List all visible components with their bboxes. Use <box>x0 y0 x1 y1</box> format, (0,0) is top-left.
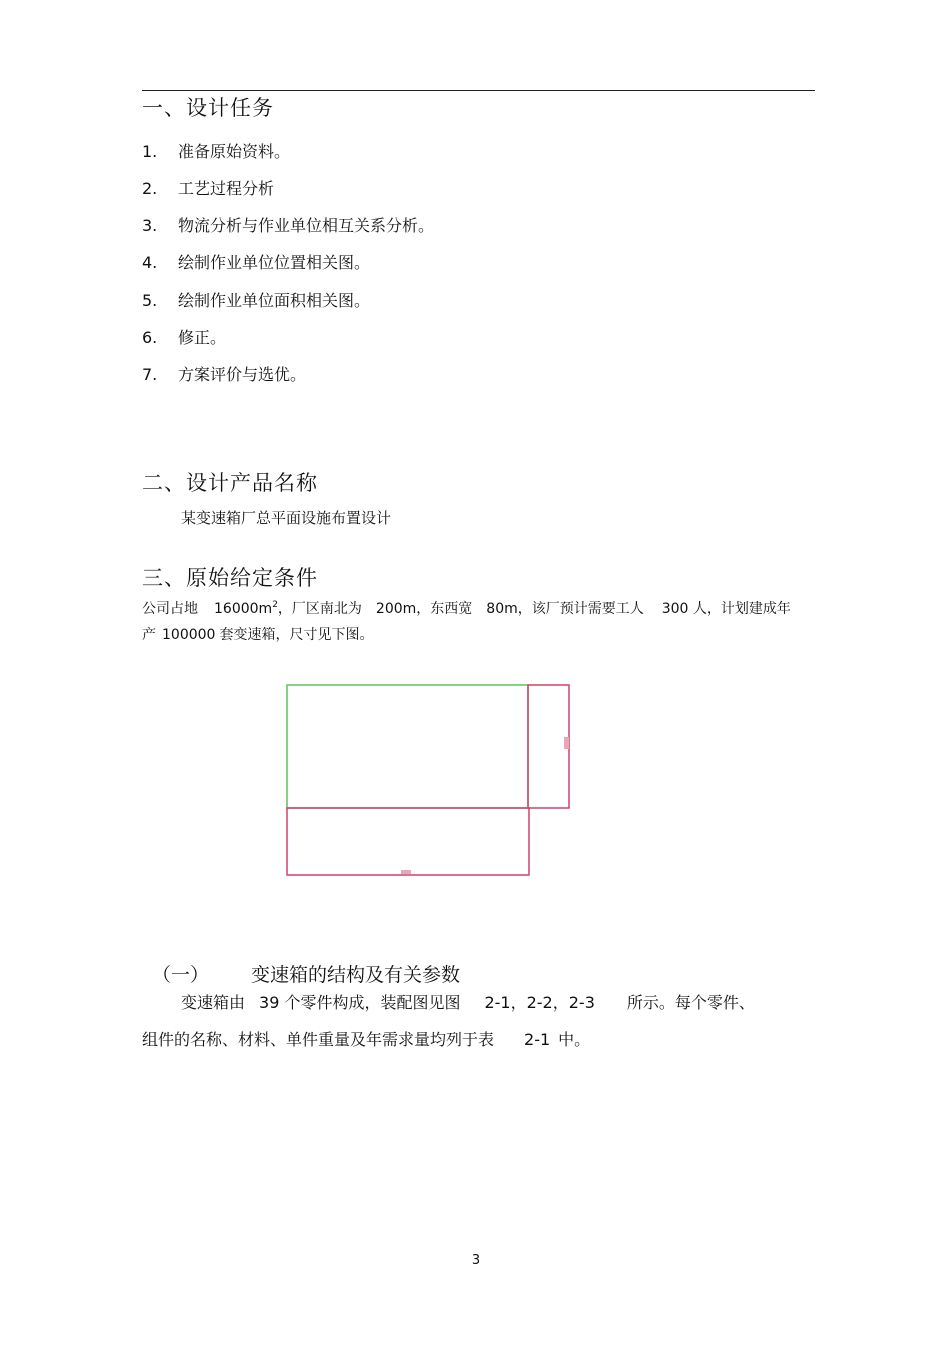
list-item-text: 修正。 <box>178 328 227 347</box>
header-rule <box>142 90 815 91</box>
subsection-title: 变速箱的结构及有关参数 <box>251 964 461 986</box>
list-item <box>142 288 370 311</box>
conditions-line-2 <box>142 624 373 644</box>
red-south-area <box>287 808 529 875</box>
red-east-area <box>528 685 569 808</box>
product-name: 某变速箱厂总平面设施布置设计 <box>181 509 392 527</box>
text-run: 所示。每个零件、 <box>626 993 755 1012</box>
text-run: ，计划建成年 <box>706 601 791 617</box>
subsection1-heading <box>152 960 460 987</box>
section3-heading: 三、原始给定条件 <box>142 566 318 590</box>
table-ref: 2-1 <box>524 1030 551 1049</box>
list-item-text: 准备原始资料。 <box>178 142 291 161</box>
east-west-value: 80m <box>486 601 518 617</box>
green-main-area <box>287 685 528 808</box>
quantity-value: 100000 <box>162 627 216 643</box>
list-item <box>142 325 226 348</box>
list-item <box>142 250 370 273</box>
text-run: 产 <box>142 627 156 643</box>
list-item-text: 绘制作业单位位置相关图。 <box>178 253 371 272</box>
list-item-text: 方案评价与选优。 <box>178 365 307 384</box>
site-layout-diagram <box>280 676 580 886</box>
list-item-text: 绘制作业单位面积相关图。 <box>178 291 371 310</box>
area-value: 16000m <box>214 601 273 617</box>
list-item-number: 2. <box>142 179 158 198</box>
text-run: 套变速箱，尺寸见下图。 <box>219 627 374 643</box>
dimension-mark-bottom <box>401 870 411 874</box>
text-run: 公司占地 <box>142 601 198 617</box>
north-south-value: 200m <box>375 601 417 617</box>
text-run: ，东西宽 <box>416 601 473 617</box>
section1-heading: 一、设计任务 <box>142 96 274 120</box>
list-item-number: 3. <box>142 216 158 235</box>
dimension-mark-right <box>564 737 569 749</box>
list-item-number: 7. <box>142 365 158 384</box>
structure-para-line-2 <box>142 1027 590 1050</box>
list-item <box>142 362 306 385</box>
list-item-number: 4. <box>142 253 158 272</box>
text-run: 变速箱由 <box>181 993 246 1012</box>
figure-refs: 2-1，2-2，2-3 <box>484 993 595 1012</box>
text-run: 组件的名称、材料、单件重量及年需求量均列于表 <box>142 1030 495 1049</box>
area-exponent: 2 <box>272 600 278 610</box>
list-item-text: 工艺过程分析 <box>178 179 275 198</box>
text-run: ，厂区南北为 <box>277 601 362 617</box>
workers-value: 300 人 <box>661 601 707 617</box>
subsection-number: （一） <box>152 964 210 986</box>
page-number: 3 <box>471 1253 481 1268</box>
text-run: ，该厂预计需要工人 <box>517 601 644 617</box>
list-item <box>142 139 290 162</box>
list-item <box>142 176 274 199</box>
text-run: 中。 <box>558 1030 591 1049</box>
list-item-text: 物流分析与作业单位相互关系分析。 <box>178 216 435 235</box>
conditions-line-1 <box>142 598 791 618</box>
list-item-number: 1. <box>142 142 158 161</box>
section2-heading: 二、设计产品名称 <box>142 471 318 495</box>
list-item <box>142 213 434 236</box>
list-item-number: 6. <box>142 328 158 347</box>
structure-para-line-1 <box>181 990 755 1013</box>
list-item-number: 5. <box>142 291 158 310</box>
text-run: 39 个零件构成，装配图见图 <box>259 993 461 1012</box>
